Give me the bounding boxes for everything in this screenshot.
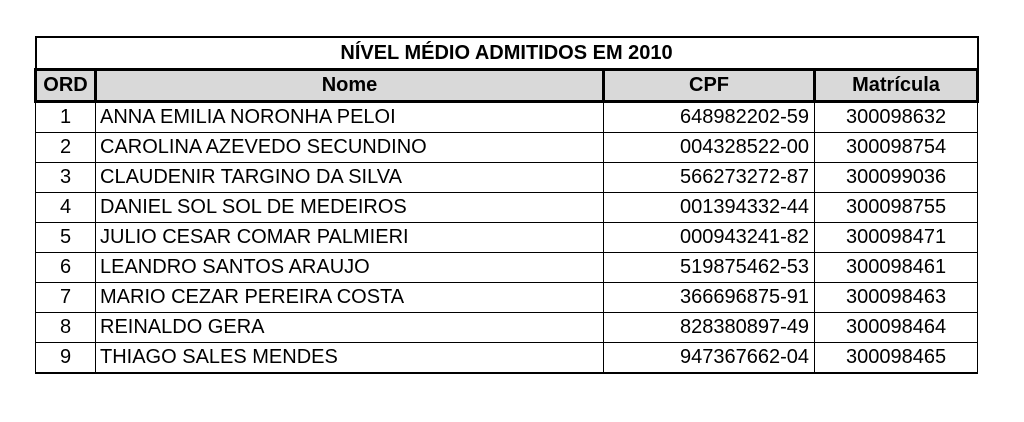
cell-nome: MARIO CEZAR PEREIRA COSTA	[96, 283, 604, 313]
cell-nome: CAROLINA AZEVEDO SECUNDINO	[96, 133, 604, 163]
header-ord: ORD	[36, 70, 96, 102]
cell-cpf: 004328522-00	[604, 133, 815, 163]
table-row	[36, 133, 978, 163]
table-row	[36, 313, 978, 343]
table-row	[36, 102, 978, 133]
cell-nome: LEANDRO SANTOS ARAUJO	[96, 253, 604, 283]
cell-matricula: 300098465	[815, 343, 978, 374]
cell-nome: THIAGO SALES MENDES	[96, 343, 604, 374]
cell-nome: ANNA EMILIA NORONHA PELOI	[96, 102, 604, 133]
cell-cpf: 519875462-53	[604, 253, 815, 283]
cell-ord: 2	[36, 133, 96, 163]
cell-matricula: 300098471	[815, 223, 978, 253]
cell-cpf: 000943241-82	[604, 223, 815, 253]
table-row	[36, 283, 978, 313]
cell-ord: 7	[36, 283, 96, 313]
cell-matricula: 300098632	[815, 102, 978, 133]
table-row	[36, 193, 978, 223]
cell-ord: 5	[36, 223, 96, 253]
cell-matricula: 300098461	[815, 253, 978, 283]
header-matricula: Matrícula	[815, 70, 978, 102]
table-row	[36, 253, 978, 283]
table-header-row	[36, 70, 978, 102]
cell-cpf: 648982202-59	[604, 102, 815, 133]
cell-nome: CLAUDENIR TARGINO DA SILVA	[96, 163, 604, 193]
admitted-table	[34, 36, 979, 374]
cell-ord: 1	[36, 102, 96, 133]
table-title-row	[36, 37, 978, 70]
cell-matricula: 300098755	[815, 193, 978, 223]
cell-cpf: 828380897-49	[604, 313, 815, 343]
table-title: NÍVEL MÉDIO ADMITIDOS EM 2010	[36, 37, 978, 70]
header-nome: Nome	[96, 70, 604, 102]
table-row	[36, 343, 978, 374]
cell-nome: DANIEL SOL SOL DE MEDEIROS	[96, 193, 604, 223]
cell-matricula: 300098464	[815, 313, 978, 343]
cell-ord: 4	[36, 193, 96, 223]
cell-matricula: 300098463	[815, 283, 978, 313]
cell-ord: 6	[36, 253, 96, 283]
cell-ord: 9	[36, 343, 96, 374]
cell-nome: REINALDO GERA	[96, 313, 604, 343]
spreadsheet-sheet	[34, 36, 976, 374]
cell-ord: 8	[36, 313, 96, 343]
header-cpf: CPF	[604, 70, 815, 102]
cell-cpf: 366696875-91	[604, 283, 815, 313]
table-row	[36, 223, 978, 253]
cell-cpf: 566273272-87	[604, 163, 815, 193]
cell-nome: JULIO CESAR COMAR PALMIERI	[96, 223, 604, 253]
cell-cpf: 947367662-04	[604, 343, 815, 374]
cell-matricula: 300098754	[815, 133, 978, 163]
cell-cpf: 001394332-44	[604, 193, 815, 223]
cell-ord: 3	[36, 163, 96, 193]
cell-matricula: 300099036	[815, 163, 978, 193]
table-row	[36, 163, 978, 193]
